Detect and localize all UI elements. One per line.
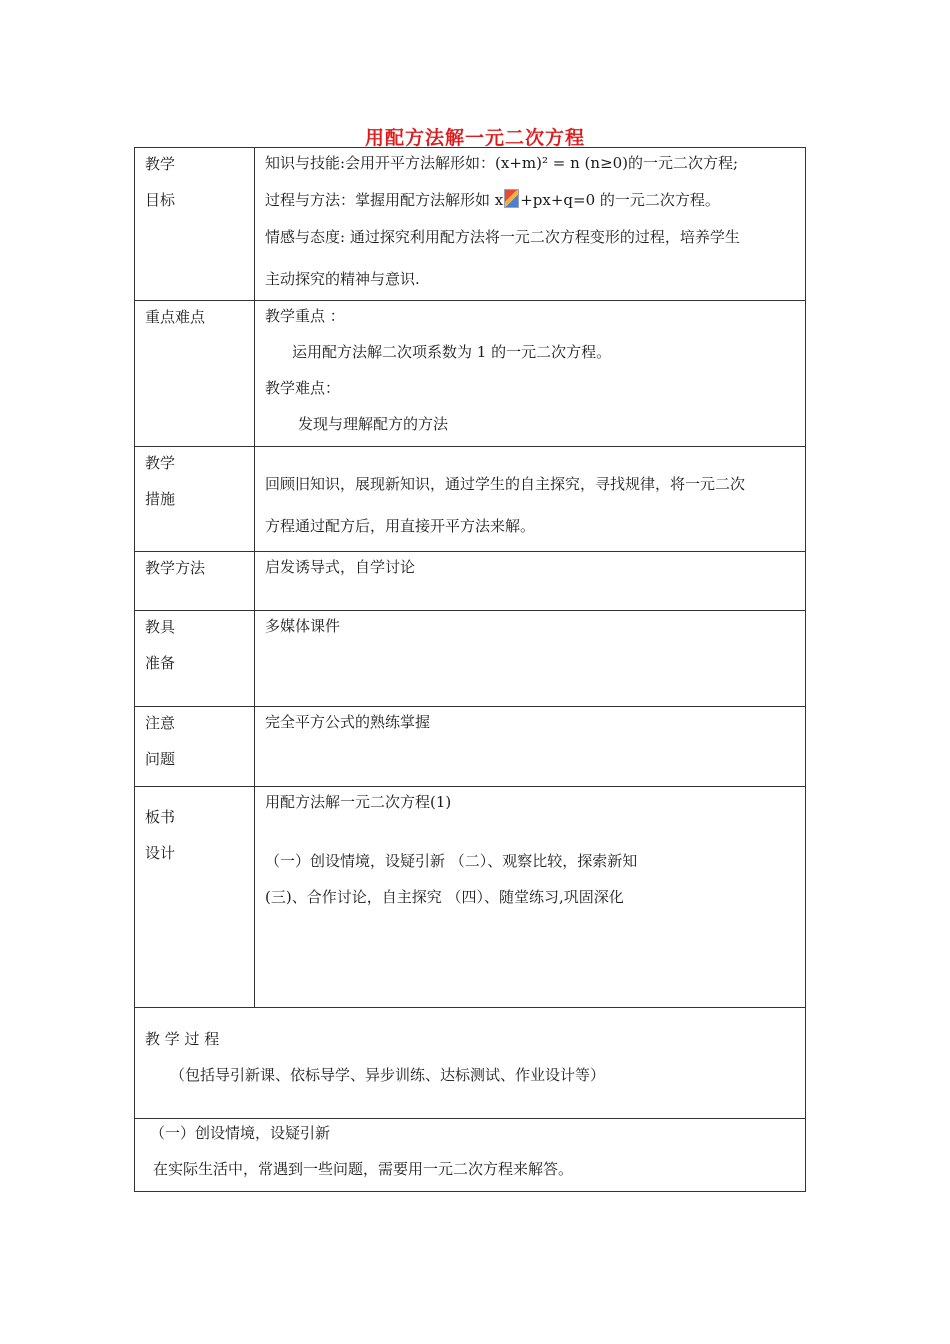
board-line-1: （一）创设情境，设疑引新 （二）、观察比较，探索新知 (265, 852, 638, 870)
difficulty-text: 发现与理解配方的方法 (298, 415, 449, 433)
label-key-points: 重点难点 (135, 301, 255, 447)
row-section-1 (135, 1119, 806, 1192)
board-title: 用配方法解一元二次方程(1) (265, 793, 452, 811)
content-process (135, 1008, 806, 1119)
content-objectives (255, 148, 806, 301)
difficulty-heading: 教学难点： (265, 379, 341, 397)
row-tools (135, 611, 806, 707)
content-key-points (255, 301, 806, 447)
row-notes (135, 707, 806, 787)
row-key-points (135, 301, 806, 447)
key-point-heading: 教学重点 ： (265, 307, 345, 325)
objective-attitude-cont: 主动探究的精神与意识. (265, 270, 420, 288)
label-tools: 教具 准备 (135, 611, 255, 707)
row-objectives (135, 148, 806, 301)
equation-image-icon (504, 189, 519, 208)
lesson-plan-table (134, 147, 806, 1192)
content-tools: 多媒体课件 (255, 611, 806, 707)
section-1-heading: （一）创设情境，设疑引新 (150, 1124, 331, 1142)
label-notes: 注意 问题 (135, 707, 255, 787)
row-board (135, 787, 806, 1008)
content-method: 启发诱导式，自学讨论 (255, 552, 806, 611)
row-method (135, 552, 806, 611)
content-section-1 (135, 1119, 806, 1192)
key-point-text: 运用配方法解二次项系数为 1 的一元二次方程。 (292, 343, 612, 361)
objective-knowledge: 知识与技能:会用开平方法解形如：(x+m)² = n (n≥0)的一元二次方程; (265, 154, 739, 172)
section-1-text: 在实际生活中，常遇到一些问题，需要用一元二次方程来解答。 (153, 1160, 574, 1178)
label-method: 教学方法 (135, 552, 255, 611)
board-line-2: (三)、合作讨论，自主探究 （四）、随堂练习,巩固深化 (265, 888, 624, 906)
process-subheading: （包括导引新课、依标导学、异步训练、达标测试、作业设计等） (170, 1066, 606, 1084)
label-board: 板书 设计 (135, 787, 255, 1008)
content-measures (255, 447, 806, 552)
label-measures: 教学 措施 (135, 447, 255, 552)
label-objectives: 教学 目标 (135, 148, 255, 301)
row-measures (135, 447, 806, 552)
measures-line-1: 回顾旧知识，展现新知识，通过学生的自主探究，寻找规律，将一元二次 (265, 475, 746, 493)
process-heading: 教 学 过 程 (145, 1030, 220, 1048)
objective-attitude: 情感与态度: 通过探究利用配方法将一元二次方程变形的过程，培养学生 (265, 228, 740, 246)
objective-process: 过程与方法：掌握用配方法解形如 x +px+q=0 的一元二次方程。 (265, 191, 720, 209)
row-process (135, 1008, 806, 1119)
measures-line-2: 方程通过配方后，用直接开平方法来解。 (265, 517, 536, 535)
content-board (255, 787, 806, 1008)
content-notes: 完全平方公式的熟练掌握 (255, 707, 806, 787)
page-title: 用配方法解一元二次方程 (364, 127, 585, 149)
